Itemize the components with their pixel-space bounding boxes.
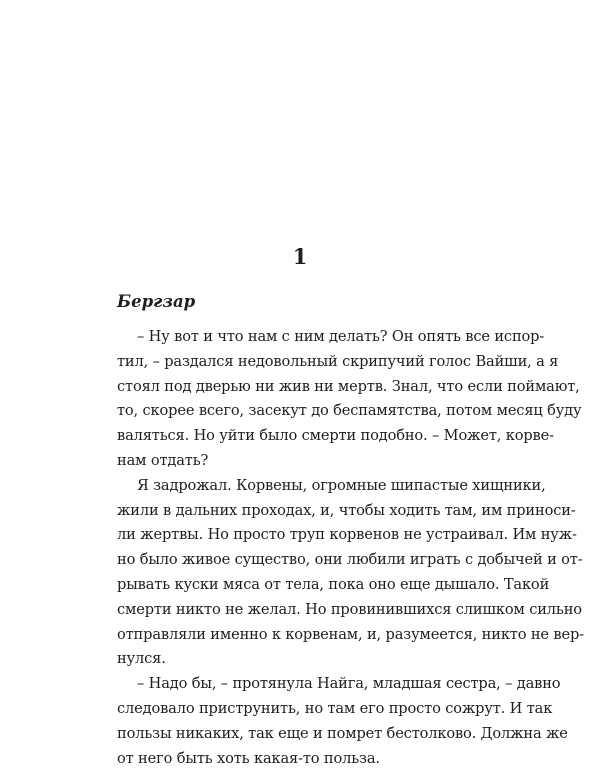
text-line: от него быть хоть какая-то польза. xyxy=(117,749,380,767)
chapter-number: 1 xyxy=(292,244,308,269)
text-line: стоял под дверью ни жив ни мертв. Знал, что если поймают, xyxy=(117,377,580,395)
text-line: тил, – раздался недовольный скрипучий голос Вайши, а я xyxy=(117,352,559,370)
text-line: следовало приструнить, но там его просто сожрут. И так xyxy=(117,699,553,717)
text-line: нам отдать? xyxy=(117,451,209,469)
body-text xyxy=(117,325,584,771)
text-line: жили в дальних проходах, и, чтобы ходить там, им приноси- xyxy=(117,501,576,519)
text-line: – Надо бы, – протянула Найга, младшая сестра, – давно xyxy=(137,675,561,693)
text-line: – Ну вот и что нам с ним делать? Он опять все испор- xyxy=(137,328,545,345)
text-line: смерти никто не желал. Но провинившихся слишком сильно xyxy=(117,600,582,618)
text-line: пользы никаких, так еще и помрет бестолково. Должна же xyxy=(117,724,568,742)
text-line: отправляли именно к корвенам, и, разумеется, никто не вер- xyxy=(117,625,584,643)
text-line: ли жертвы. Но просто труп корвенов не устраивал. Им нуж- xyxy=(117,526,577,544)
text-line: то, скорее всего, засекут до беспамятства, потом месяц буду xyxy=(117,402,582,420)
section-title: Бергзар xyxy=(117,292,196,311)
text-line: но было живое существо, они любили играть с добычей и от- xyxy=(117,551,583,569)
text-line: валяться. Но уйти было смерти подобно. – Может, корве- xyxy=(117,427,554,445)
text-line: нулся. xyxy=(117,650,166,668)
text-line: Я задрожал. Корвены, огромные шипастые хищники, xyxy=(137,476,546,494)
text-line: рывать куски мяса от тела, пока оно еще дышало. Такой xyxy=(117,575,550,593)
